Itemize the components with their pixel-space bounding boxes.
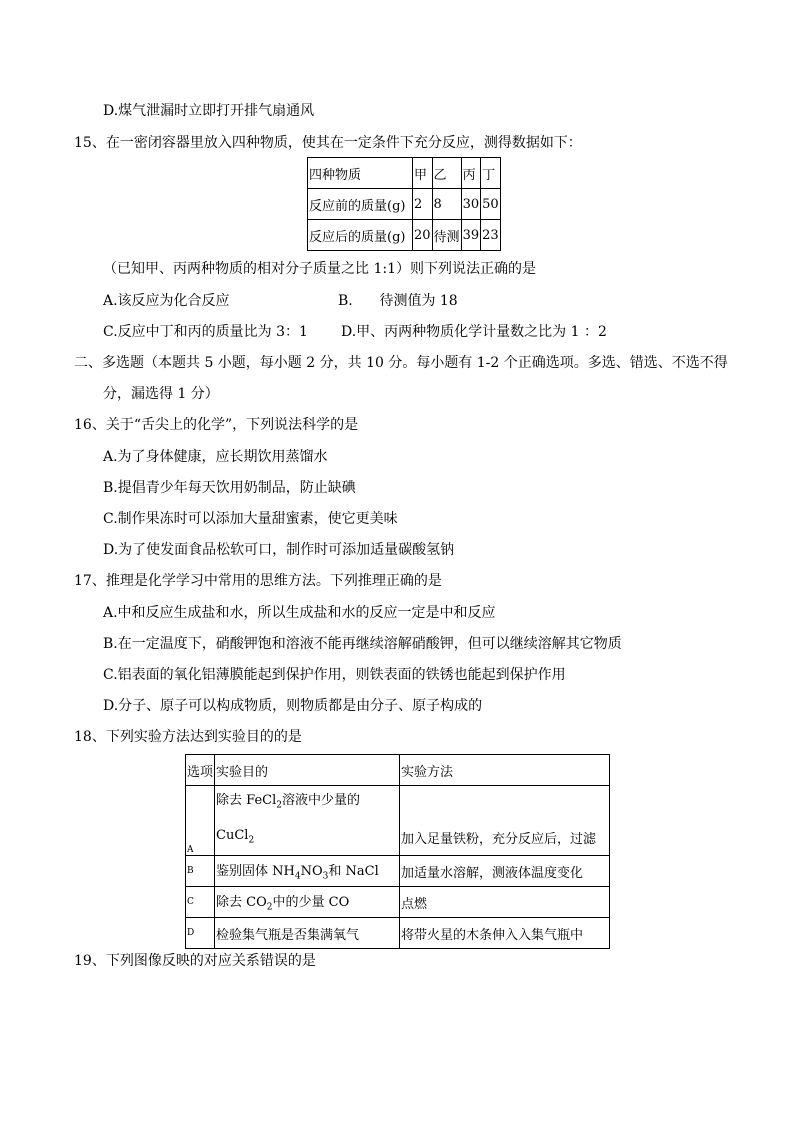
table-row	[186, 856, 610, 887]
purpose-text: 溶液中少量的	[282, 793, 361, 808]
purpose-text: NO	[300, 864, 323, 880]
purpose-cell	[215, 856, 400, 887]
subscript: 2	[266, 902, 273, 913]
q15-option-a: A.该反应为化合反应	[103, 293, 230, 309]
table-row	[308, 158, 501, 189]
q16-option-c: C.制作果冻时可以添加大量甜蜜素，使它更美味	[103, 511, 398, 527]
subscript: 4	[294, 871, 301, 882]
q18-experiment-table	[185, 754, 610, 949]
table-cell: 2	[413, 189, 433, 220]
q16-option-d: D.为了使发面食品松软可口，制作时可添加适量碳酸氢钠	[103, 542, 455, 558]
q17-stem: 17、推理是化学学习中常用的思维方法。下列推理正确的是	[74, 573, 442, 589]
purpose-text: 除去 FeCl	[216, 793, 277, 808]
option-cell: C	[186, 887, 215, 918]
table-row	[186, 887, 610, 918]
q15-option-d: D.甲、丙两种物质化学计量数之比为 1 ：2	[341, 324, 607, 340]
q17-option-d: D.分子、原子可以构成物质，则物质都是由分子、原子构成的	[103, 698, 483, 714]
purpose-cell	[215, 786, 400, 856]
method-cell: 加入足量铁粉，充分反应后，过滤	[400, 786, 610, 856]
table-cell: 反应后的质量(g)	[308, 220, 413, 251]
q15-note: （已知甲、丙两种物质的相对分子质量之比 1:1）则下列说法正确的是	[103, 261, 536, 277]
table-row	[308, 220, 501, 251]
purpose-text: 中的少量 CO	[272, 895, 350, 911]
header-cell: 四种物质	[308, 158, 413, 189]
header-cell: 选项	[186, 755, 215, 786]
option-cell: B	[186, 856, 215, 887]
q17-option-c: C.铝表面的氧化铝薄膜能起到保护作用，则铁表面的铁锈也能起到保护作用	[103, 667, 566, 683]
header-cell: 实验方法	[400, 755, 610, 786]
header-cell: 乙	[432, 158, 461, 189]
option-cell: D	[186, 918, 215, 949]
q14-option-d: D.煤气泄漏时立即打开排气扇通风	[103, 103, 315, 119]
q15-option-b: B. 待测值为 18	[338, 293, 458, 309]
header-cell: 甲	[413, 158, 433, 189]
purpose-text: 鉴别固体 NH	[216, 864, 295, 880]
purpose-cell: 检验集气瓶是否集满氧气	[215, 918, 400, 949]
header-cell: 丙	[461, 158, 481, 189]
option-cell: A	[186, 786, 215, 856]
subscript: 3	[322, 871, 329, 882]
table-cell: 50	[481, 189, 501, 220]
section-2-heading: 二、多选题（本题共 5 小题，每小题 2 分，共 10 分。每小题有 1-2 个正确选项。多选、错选、不选不得	[74, 355, 728, 371]
method-cell: 将带火星的木条伸入入集气瓶中	[400, 918, 610, 949]
section-2-heading-cont: 分，漏选得 1 分）	[103, 386, 219, 402]
q17-option-b: B.在一定温度下，硝酸钾饱和溶液不能再继续溶解硝酸钾，但可以继续溶解其它物质	[103, 636, 622, 652]
purpose-text: CuCl	[216, 827, 249, 843]
q19-stem: 19、下列图像反映的对应关系错误的是	[74, 953, 316, 969]
purpose-text: 除去 CO	[216, 895, 267, 911]
header-cell: 丁	[481, 158, 501, 189]
method-cell: 点燃	[400, 887, 610, 918]
header-cell: 实验目的	[215, 755, 400, 786]
table-cell: 8	[432, 189, 461, 220]
q16-option-a: A.为了身体健康，应长期饮用蒸馏水	[103, 449, 328, 465]
table-row	[308, 189, 501, 220]
table-cell: 23	[481, 220, 501, 251]
table-row	[186, 918, 610, 949]
q16-option-b: B.提倡青少年每天饮用奶制品，防止缺碘	[103, 480, 356, 496]
purpose-cell	[215, 887, 400, 918]
table-row	[186, 786, 610, 856]
purpose-text: 和 NaCl	[328, 864, 379, 880]
q15-option-c: C.反应中丁和丙的质量比为 3：1	[103, 324, 308, 340]
table-cell: 待测	[432, 220, 461, 251]
table-cell: 39	[461, 220, 481, 251]
table-cell: 20	[413, 220, 433, 251]
method-cell: 加适量水溶解，测液体温度变化	[400, 856, 610, 887]
q15-data-table	[307, 157, 501, 251]
subscript: 2	[276, 800, 282, 811]
subscript: 2	[248, 835, 255, 846]
table-cell: 30	[461, 189, 481, 220]
table-row	[186, 755, 610, 786]
q18-stem: 18、下列实验方法达到实验目的的是	[74, 729, 302, 745]
q17-option-a: A.中和反应生成盐和水，所以生成盐和水的反应一定是中和反应	[103, 605, 496, 621]
q15-stem: 15、在一密闭容器里放入四种物质，使其在一定条件下充分反应，测得数据如下：	[74, 135, 582, 151]
q16-stem: 16、关于“舌尖上的化学”，下列说法科学的是	[74, 417, 359, 433]
table-cell: 反应前的质量(g)	[308, 189, 413, 220]
